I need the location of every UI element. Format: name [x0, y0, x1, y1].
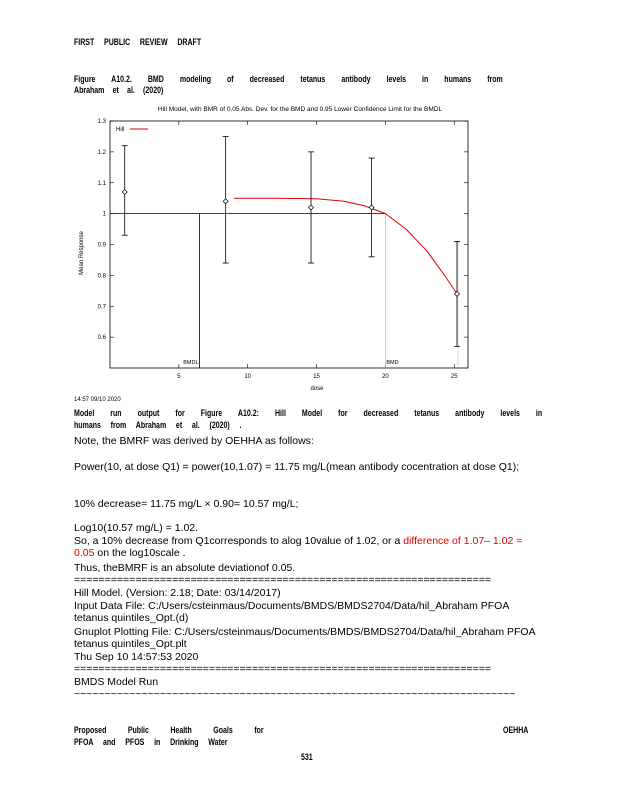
decrease-text: 10% decrease= 11.75 mg/L × 0.90= 10.57 mg/L;	[74, 498, 299, 510]
data-point	[122, 190, 127, 195]
chart-timestamp: 14:57 09/10 2020	[74, 397, 121, 403]
footer-left-2: PFOA and PFOS in Drinking Water	[74, 737, 228, 747]
y-tick-label: 1.2	[97, 149, 106, 156]
y-tick-label: 0.7	[97, 304, 106, 311]
y-tick-label: 1.1	[97, 180, 106, 187]
plot-frame	[110, 121, 468, 368]
x-tick-label: 20	[382, 374, 389, 380]
difference-highlight: difference of 1.07– 1.02 = 0.05	[74, 535, 526, 559]
caption-cont: humans from Abraham et al. (2020) .	[74, 420, 242, 430]
tilde-separator: ~~~~~~~~~~~~~~~~~~~~~~~~~~~~~~~~~~~~~~~~~~~~~~~~~~~~~~~~~~~~~~~~~~~~~~~~	[74, 688, 516, 700]
y-axis-label: Mean Response	[79, 231, 85, 275]
page-header: FIRST PUBLIC REVIEW DRAFT	[74, 37, 202, 47]
so-text	[74, 535, 544, 559]
thus-text: Thus, theBMRF is an absolute deviationof 0.05.	[74, 562, 296, 574]
model-version: Hill Model. (Version: 2.18; Date: 03/14/2017)	[74, 587, 281, 599]
bmd-chart	[70, 103, 530, 403]
x-tick-label: 5	[177, 374, 181, 380]
run-date: Thu Sep 10 14:57:53 2020	[74, 651, 199, 663]
x-tick-label: 25	[450, 374, 458, 380]
input-file: Input Data File: C:/Users/csteinmaus/Documents/BMDS/BMDS2704/Data/hil_Abraham PFOA tetanus quintiles_Opt.(d)	[74, 600, 512, 624]
plot-area	[98, 119, 468, 380]
x-axis-label: dose	[310, 386, 324, 392]
x-tick-label: 10	[244, 374, 252, 380]
legend-label: Hill	[116, 127, 125, 133]
figure-title-cont: Abraham et al. (2020)	[74, 85, 164, 95]
log-text: Log10(10.57 mg/L) = 1.02.	[74, 522, 199, 534]
bmds-run: BMDS Model Run	[74, 676, 159, 688]
caption: Model run output for Figure A10.2: Hill Model for decreased tetanus antibody levels in	[74, 408, 543, 418]
y-tick-label: 0.6	[97, 335, 106, 342]
so-text-start: So, a 10% decrease from Q1corresponds to alog 10value of 1.02, or a	[74, 535, 404, 547]
page-number: 531	[301, 752, 313, 762]
y-tick-label: 1.3	[97, 119, 106, 125]
figure-title: Figure A10.2. BMD modeling of decreased tetanus antibody levels in humans from	[74, 74, 503, 84]
bmd-label: BMD	[386, 360, 399, 366]
bmdl-label: BMDL	[183, 360, 199, 366]
chart-title: Hill Model, with BMR of 0.05 Abs. Dev. for the BMD and 0.95 Lower Confidence Limit for the BMDL	[157, 106, 443, 113]
footer-left-1: Proposed Public Health Goals for	[74, 725, 264, 735]
power-text: Power(10, at dose Q1) = power(10,1.07) = 11.75 mg/L(mean antibody cocentration at dose Q1);	[74, 461, 520, 473]
data-point	[309, 205, 314, 210]
note-text: Note, the BMRF was derived by OEHHA as follows:	[74, 435, 314, 447]
y-tick-label: 1	[102, 211, 106, 218]
y-tick-label: 0.8	[97, 273, 106, 280]
chart-svg	[70, 103, 530, 403]
x-tick-label: 15	[313, 374, 320, 380]
fitted-curve	[234, 198, 457, 294]
so-text-end: on the log10scale .	[94, 547, 186, 559]
footer-right: OEHHA	[503, 725, 529, 735]
y-tick-label: 0.9	[97, 242, 106, 249]
separator: ====================================================================	[74, 574, 491, 586]
data-point	[223, 199, 228, 204]
gnuplot-file: Gnuplot Plotting File: C:/Users/csteinmaus/Documents/BMDS/BMDS2704/Data/hil_Abraham PFOA tetanus quintiles_Opt.plt	[74, 626, 538, 650]
separator-2: ====================================================================	[74, 663, 491, 675]
